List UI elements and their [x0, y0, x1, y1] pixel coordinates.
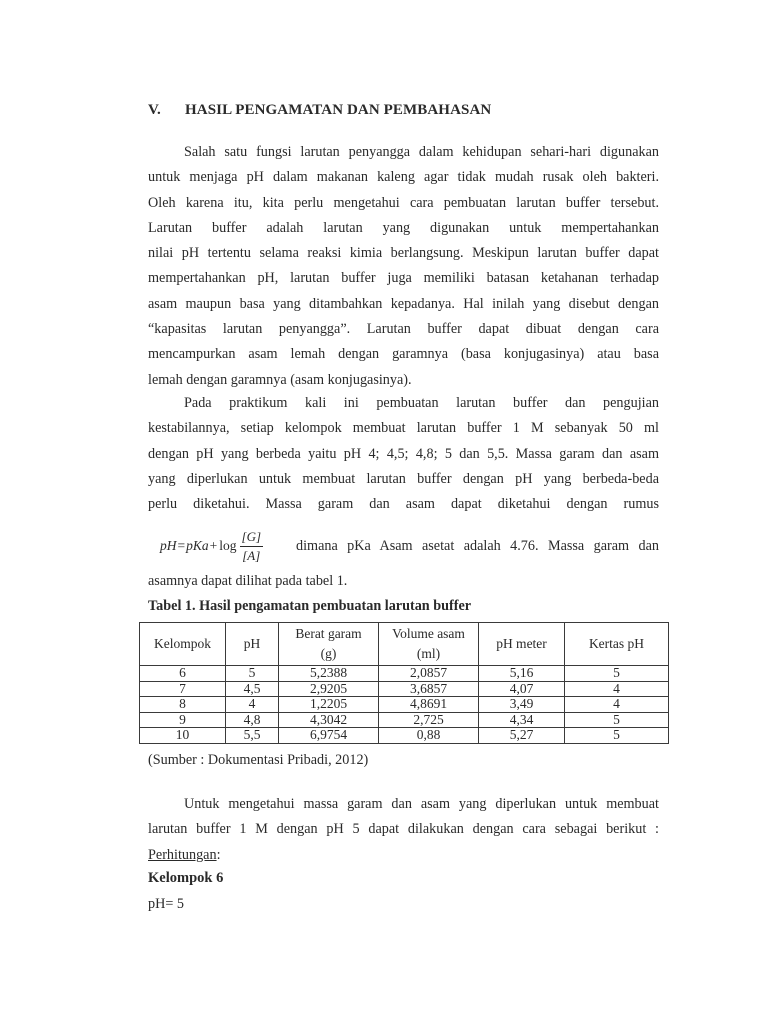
table-row: [140, 666, 669, 682]
table-cell: 3,6857: [379, 681, 479, 697]
formula-plus: +: [209, 538, 218, 553]
table-cell: 4,07: [479, 681, 565, 697]
table-cell: 10: [140, 728, 226, 744]
paragraph-line: nilai pH tertentu selama reaksi kimia berlangsung. Meskipun larutan buffer dapat: [148, 245, 659, 262]
paragraph-3: [148, 792, 659, 868]
paragraph-line: Larutan buffer adalah larutan yang digunakan untuk mempertahankan: [148, 219, 659, 236]
formula-line: [148, 526, 659, 566]
table-row: [140, 712, 669, 728]
table-source: (Sumber : Dokumentasi Pribadi, 2012): [148, 752, 369, 768]
formula-numerator: [G]: [240, 528, 264, 547]
table-cell: 0,88: [379, 728, 479, 744]
formula-log: log: [219, 538, 237, 553]
paragraph-line: mencampurkan asam lemah dengan garamnya (basa konjugasinya) atau basa: [148, 346, 659, 363]
formula-fraction: [240, 528, 264, 565]
paragraph-line: kestabilannya, setiap kelompok membuat larutan buffer 1 M sebanyak 50 ml: [148, 420, 659, 437]
paragraph-line: larutan buffer 1 M dengan pH 5 dapat dilakukan dengan cara sebagai berikut :: [148, 821, 659, 838]
table-cell: 5: [565, 666, 669, 682]
table-cell: 4,8: [226, 712, 279, 728]
paragraph-line: Oleh karena itu, kita perlu mengetahui cara pembuatan larutan buffer tersebut.: [148, 194, 659, 211]
header-kertas-ph: Kertas pH: [565, 623, 669, 666]
table-cell: 4,34: [479, 712, 565, 728]
table-cell: 4: [565, 697, 669, 713]
paragraph-line: dengan pH yang berbeda yaitu pH 4; 4,5; 4,8; 5 dan 5,5. Massa garam dan asam: [148, 445, 659, 462]
table-cell: 5,2388: [279, 666, 379, 682]
ph-value-line: pH= 5: [148, 896, 184, 912]
table-cell: 9: [140, 712, 226, 728]
formula-denominator: [A]: [242, 547, 261, 563]
header-ph-meter: pH meter: [479, 623, 565, 666]
table-row: [140, 697, 669, 713]
results-table: [139, 622, 669, 744]
section-title: HASIL PENGAMATAN DAN PEMBAHASAN: [185, 102, 492, 118]
perhitungan-label: Perhitungan: [148, 846, 217, 863]
table-cell: 4,5: [226, 681, 279, 697]
formula-pka: pKa: [186, 538, 209, 553]
paragraph-line: asam maupun basa yang ditambahkan kepadanya. Hal inilah yang disebut dengan: [148, 295, 659, 312]
perhitungan-colon: :: [216, 846, 221, 863]
paragraph-2: [148, 391, 659, 517]
table-cell: 1,2205: [279, 697, 379, 713]
table-row: [140, 681, 669, 697]
table-caption: Tabel 1. Hasil pengamatan pembuatan larutan buffer: [148, 598, 472, 614]
table-cell: 4,3042: [279, 712, 379, 728]
table-cell: 4,8691: [379, 697, 479, 713]
perhitungan-line: [148, 843, 659, 868]
table-cell: 7: [140, 681, 226, 697]
table-cell: 2,725: [379, 712, 479, 728]
table-cell: 2,0857: [379, 666, 479, 682]
kelompok-subheading: Kelompok 6: [148, 870, 224, 886]
after-formula-text: asamnya dapat dilihat pada tabel 1.: [148, 573, 348, 589]
paragraph-line: yang diperlukan untuk membuat larutan buffer dengan pH yang berbeda-beda: [148, 470, 659, 487]
table-cell: 5,5: [226, 728, 279, 744]
table-cell: 6: [140, 666, 226, 682]
paragraph-line: “kapasitas larutan penyangga”. Larutan buffer dapat dibuat dengan cara: [148, 321, 659, 338]
paragraph-line: Pada praktikum kali ini pembuatan larutan buffer dan pengujian: [184, 395, 659, 411]
paragraph-line: lemah dengan garamnya (asam konjugasinya).: [148, 371, 412, 388]
table-cell: 3,49: [479, 697, 565, 713]
table-row: [140, 728, 669, 744]
table-cell: 5,27: [479, 728, 565, 744]
paragraph-1: [148, 140, 659, 393]
table-cell: 5: [565, 728, 669, 744]
table-cell: 6,9754: [279, 728, 379, 744]
paragraph-line: untuk menjaga pH dalam makanan kaleng agar tidak mudah rusak oleh bakteri.: [148, 169, 659, 186]
formula-lhs: pH: [160, 538, 177, 553]
formula-equals: =: [177, 538, 186, 553]
formula-tail-text: dimana pKa Asam asetat adalah 4.76. Massa garam dan: [296, 538, 659, 554]
header-berat-garam: Berat garam (g): [279, 623, 379, 666]
table-cell: 5,16: [479, 666, 565, 682]
table-cell: 8: [140, 697, 226, 713]
header-kelompok: Kelompok: [140, 623, 226, 666]
table-cell: 4: [565, 681, 669, 697]
section-number: V.: [148, 102, 161, 118]
section-heading: [148, 102, 491, 119]
header-volume-asam: Volume asam (ml): [379, 623, 479, 666]
henderson-formula: [160, 526, 263, 566]
header-ph: pH: [226, 623, 279, 666]
table-cell: 5: [226, 666, 279, 682]
paragraph-line: Untuk mengetahui massa garam dan asam yang diperlukan untuk membuat: [184, 796, 659, 812]
paragraph-line: Salah satu fungsi larutan penyangga dalam kehidupan sehari-hari digunakan: [184, 144, 659, 160]
table-header-row: [140, 623, 669, 666]
table-cell: 4: [226, 697, 279, 713]
table-cell: 5: [565, 712, 669, 728]
paragraph-line: mempertahankan pH, larutan buffer juga memiliki batasan ketahanan terhadap: [148, 270, 659, 287]
table-cell: 2,9205: [279, 681, 379, 697]
paragraph-line: perlu diketahui. Massa garam dan asam dapat diketahui dengan rumus: [148, 496, 659, 513]
